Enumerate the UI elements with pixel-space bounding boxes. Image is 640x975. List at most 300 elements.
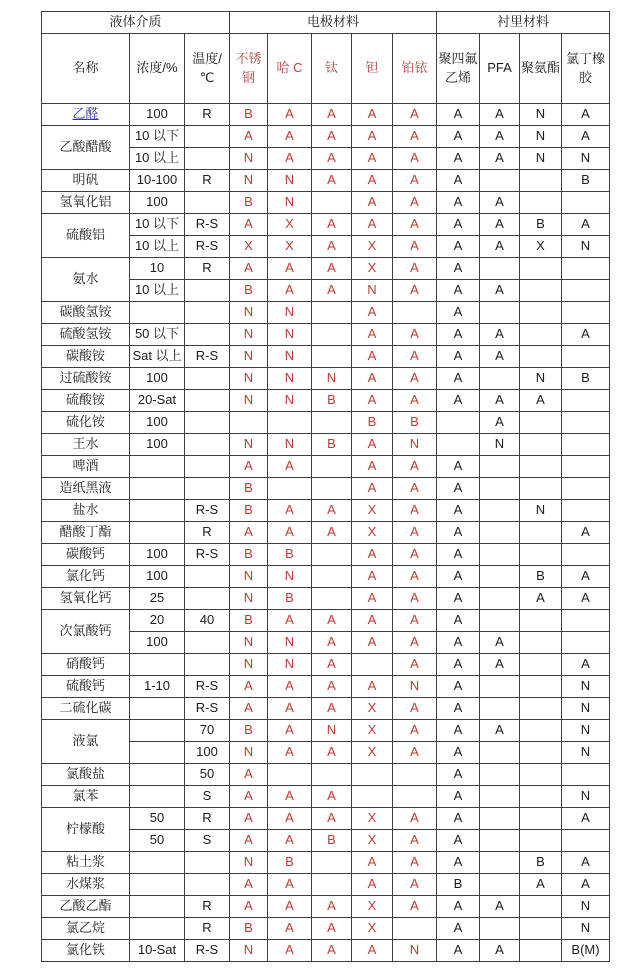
concentration-cell: 100 xyxy=(130,192,185,214)
electrode-rating-cell xyxy=(312,346,352,368)
electrode-rating-cell: A xyxy=(312,786,352,808)
lining-rating-cell xyxy=(520,478,562,500)
electrode-rating-cell: A xyxy=(393,258,437,280)
lining-rating-cell xyxy=(480,698,520,720)
lining-rating-cell: A xyxy=(437,126,480,148)
medium-name-cell: 明矾 xyxy=(42,170,130,192)
electrode-rating-cell: A xyxy=(268,126,312,148)
concentration-cell: 10-Sat xyxy=(130,940,185,962)
electrode-rating-cell: N xyxy=(230,632,268,654)
lining-rating-cell xyxy=(480,588,520,610)
concentration-cell: 20 xyxy=(130,610,185,632)
lining-rating-cell: A xyxy=(480,126,520,148)
lining-rating-cell: A xyxy=(437,236,480,258)
lining-rating-cell: A xyxy=(437,148,480,170)
electrode-rating-cell: A xyxy=(268,940,312,962)
electrode-rating-cell xyxy=(268,412,312,434)
electrode-rating-cell: A xyxy=(393,830,437,852)
electrode-rating-cell: A xyxy=(352,566,393,588)
electrode-rating-cell xyxy=(312,852,352,874)
lining-rating-cell: A xyxy=(437,698,480,720)
temperature-cell: R-S xyxy=(185,214,230,236)
concentration-cell xyxy=(130,764,185,786)
electrode-rating-cell: A xyxy=(312,170,352,192)
lining-rating-cell: A xyxy=(562,588,610,610)
lining-rating-cell xyxy=(520,676,562,698)
medium-name-cell: 氯乙烷 xyxy=(42,918,130,940)
electrode-rating-cell: A xyxy=(268,676,312,698)
electrode-rating-cell: X xyxy=(268,236,312,258)
table-row xyxy=(42,698,610,720)
lining-rating-cell xyxy=(520,170,562,192)
table-row xyxy=(42,302,610,324)
concentration-cell: 50 以下 xyxy=(130,324,185,346)
lining-rating-cell: A xyxy=(480,104,520,126)
temperature-cell xyxy=(185,192,230,214)
electrode-rating-cell: N xyxy=(230,654,268,676)
lining-rating-cell: N xyxy=(562,148,610,170)
electrode-rating-cell: A xyxy=(268,258,312,280)
lining-rating-cell: A xyxy=(437,192,480,214)
electrode-rating-cell xyxy=(393,786,437,808)
electrode-rating-cell: A xyxy=(393,742,437,764)
electrode-rating-cell: A xyxy=(268,698,312,720)
concentration-cell xyxy=(130,874,185,896)
electrode-rating-cell: X xyxy=(230,236,268,258)
temperature-cell: R-S xyxy=(185,676,230,698)
medium-name-cell: 硫酸钙 xyxy=(42,676,130,698)
lining-rating-cell xyxy=(520,280,562,302)
medium-name-cell: 氯酸盐 xyxy=(42,764,130,786)
lining-rating-cell: B xyxy=(562,368,610,390)
temperature-cell xyxy=(185,852,230,874)
lining-rating-cell xyxy=(520,918,562,940)
lining-rating-cell: A xyxy=(437,676,480,698)
lining-rating-cell: A xyxy=(437,852,480,874)
electrode-rating-cell: A xyxy=(393,280,437,302)
electrode-rating-cell: A xyxy=(393,610,437,632)
electrode-rating-cell xyxy=(312,544,352,566)
electrode-rating-cell: N xyxy=(230,434,268,456)
table-row xyxy=(42,654,610,676)
temperature-cell: S xyxy=(185,786,230,808)
lining-rating-cell: A xyxy=(437,632,480,654)
electrode-rating-cell: A xyxy=(352,192,393,214)
temperature-cell xyxy=(185,280,230,302)
electrode-rating-cell: A xyxy=(393,368,437,390)
lining-rating-cell: N xyxy=(480,434,520,456)
electrode-rating-cell: A xyxy=(352,434,393,456)
lining-rating-cell xyxy=(562,478,610,500)
medium-name-cell: 柠檬酸 xyxy=(42,808,130,852)
electrode-rating-cell: A xyxy=(268,500,312,522)
electrode-rating-cell: B xyxy=(230,500,268,522)
electrode-rating-cell: A xyxy=(230,214,268,236)
electrode-rating-cell: A xyxy=(352,456,393,478)
lining-rating-cell: N xyxy=(520,500,562,522)
lining-rating-cell xyxy=(562,346,610,368)
temperature-cell xyxy=(185,302,230,324)
lining-rating-cell: B xyxy=(520,852,562,874)
lining-rating-cell: A xyxy=(437,610,480,632)
lining-rating-cell xyxy=(520,786,562,808)
electrode-rating-cell: A xyxy=(230,764,268,786)
lining-rating-cell: N xyxy=(562,786,610,808)
lining-rating-cell xyxy=(520,698,562,720)
lining-rating-cell: A xyxy=(437,324,480,346)
electrode-rating-cell: A xyxy=(352,126,393,148)
lining-rating-cell: A xyxy=(437,786,480,808)
lining-rating-cell xyxy=(562,302,610,324)
lining-rating-cell: A xyxy=(480,654,520,676)
table-row xyxy=(42,434,610,456)
medium-name-cell: 碳酸铵 xyxy=(42,346,130,368)
lining-rating-cell: A xyxy=(562,522,610,544)
electrode-rating-cell: N xyxy=(230,346,268,368)
lining-rating-cell: A xyxy=(562,104,610,126)
table-row xyxy=(42,764,610,786)
electrode-rating-cell xyxy=(312,566,352,588)
electrode-rating-cell xyxy=(312,456,352,478)
temperature-cell: R xyxy=(185,258,230,280)
electrode-rating-cell: A xyxy=(352,170,393,192)
column-header-1: 浓度/% xyxy=(130,34,185,104)
electrode-rating-cell: X xyxy=(268,214,312,236)
temperature-cell: 70 xyxy=(185,720,230,742)
medium-name-cell: 碳酸钙 xyxy=(42,544,130,566)
electrode-rating-cell xyxy=(312,478,352,500)
electrode-rating-cell: A xyxy=(312,632,352,654)
electrode-rating-cell xyxy=(312,412,352,434)
electrode-rating-cell: A xyxy=(312,918,352,940)
lining-rating-cell: A xyxy=(437,258,480,280)
temperature-cell: R-S xyxy=(185,544,230,566)
temperature-cell xyxy=(185,566,230,588)
medium-name-cell: 醋酸丁酯 xyxy=(42,522,130,544)
table-row xyxy=(42,808,610,830)
electrode-rating-cell: A xyxy=(352,104,393,126)
lining-rating-cell xyxy=(480,368,520,390)
lining-rating-cell: A xyxy=(562,126,610,148)
electrode-rating-cell: A xyxy=(268,786,312,808)
column-header-6: 钽 xyxy=(352,34,393,104)
lining-rating-cell xyxy=(480,676,520,698)
lining-rating-cell: A xyxy=(437,830,480,852)
electrode-rating-cell xyxy=(312,588,352,610)
concentration-cell xyxy=(130,698,185,720)
electrode-rating-cell: A xyxy=(352,632,393,654)
group-header-1: 电极材料 xyxy=(230,12,437,34)
lining-rating-cell: A xyxy=(437,896,480,918)
electrode-rating-cell: A xyxy=(393,654,437,676)
lining-rating-cell: B xyxy=(520,214,562,236)
concentration-cell xyxy=(130,742,185,764)
lining-rating-cell: A xyxy=(437,918,480,940)
electrode-rating-cell: X xyxy=(352,522,393,544)
electrode-rating-cell: N xyxy=(268,368,312,390)
concentration-cell xyxy=(130,456,185,478)
lining-rating-cell xyxy=(520,830,562,852)
lining-rating-cell: A xyxy=(562,874,610,896)
concentration-cell: 10-100 xyxy=(130,170,185,192)
lining-rating-cell xyxy=(480,742,520,764)
medium-name-cell: 氯苯 xyxy=(42,786,130,808)
table-row xyxy=(42,104,610,126)
lining-rating-cell xyxy=(562,456,610,478)
table-row xyxy=(42,126,610,148)
electrode-rating-cell: A xyxy=(352,214,393,236)
concentration-cell xyxy=(130,478,185,500)
lining-rating-cell: A xyxy=(437,280,480,302)
lining-rating-cell xyxy=(520,434,562,456)
lining-rating-cell xyxy=(520,544,562,566)
electrode-rating-cell: A xyxy=(393,478,437,500)
table-row xyxy=(42,192,610,214)
medium-name-cell: 乙酸乙酯 xyxy=(42,896,130,918)
column-header-10: 聚氨酯 xyxy=(520,34,562,104)
lining-rating-cell xyxy=(562,830,610,852)
lining-rating-cell: A xyxy=(480,214,520,236)
electrode-rating-cell: B xyxy=(230,104,268,126)
temperature-cell xyxy=(185,324,230,346)
lining-rating-cell xyxy=(520,654,562,676)
electrode-rating-cell: A xyxy=(312,698,352,720)
electrode-rating-cell: N xyxy=(393,940,437,962)
medium-link[interactable]: 乙醛 xyxy=(72,106,99,122)
table-row xyxy=(42,500,610,522)
table-row xyxy=(42,368,610,390)
electrode-rating-cell: A xyxy=(312,126,352,148)
medium-name-cell: 氨水 xyxy=(42,258,130,302)
lining-rating-cell xyxy=(562,390,610,412)
table-row xyxy=(42,258,610,280)
column-header-8: 聚四氟乙烯 xyxy=(437,34,480,104)
electrode-rating-cell: A xyxy=(393,500,437,522)
electrode-rating-cell: A xyxy=(393,896,437,918)
lining-rating-cell: A xyxy=(520,874,562,896)
lining-rating-cell: N xyxy=(562,676,610,698)
electrode-rating-cell: A xyxy=(312,940,352,962)
table-row xyxy=(42,544,610,566)
temperature-cell: R xyxy=(185,170,230,192)
concentration-cell: 100 xyxy=(130,566,185,588)
table-row xyxy=(42,456,610,478)
lining-rating-cell: N xyxy=(562,236,610,258)
electrode-rating-cell: A xyxy=(393,588,437,610)
electrode-rating-cell: N xyxy=(268,192,312,214)
medium-name-cell: 碳酸氢铵 xyxy=(42,302,130,324)
lining-rating-cell xyxy=(520,764,562,786)
electrode-rating-cell: N xyxy=(268,632,312,654)
medium-name-cell: 王水 xyxy=(42,434,130,456)
lining-rating-cell xyxy=(437,434,480,456)
lining-rating-cell: A xyxy=(562,808,610,830)
electrode-rating-cell: A xyxy=(230,698,268,720)
concentration-cell xyxy=(130,852,185,874)
lining-rating-cell xyxy=(520,456,562,478)
electrode-rating-cell: A xyxy=(352,324,393,346)
lining-rating-cell: A xyxy=(437,104,480,126)
table-row xyxy=(42,566,610,588)
medium-name-cell: 硫酸铝 xyxy=(42,214,130,258)
medium-name-cell: 次氯酸钙 xyxy=(42,610,130,654)
electrode-rating-cell: N xyxy=(393,676,437,698)
temperature-cell xyxy=(185,434,230,456)
electrode-rating-cell: N xyxy=(230,940,268,962)
lining-rating-cell: N xyxy=(562,742,610,764)
table-row xyxy=(42,170,610,192)
electrode-rating-cell: A xyxy=(268,830,312,852)
lining-rating-cell: A xyxy=(520,390,562,412)
temperature-cell xyxy=(185,148,230,170)
lining-rating-cell: N xyxy=(562,698,610,720)
lining-rating-cell: A xyxy=(437,390,480,412)
column-header-3: 不锈钢 xyxy=(230,34,268,104)
lining-rating-cell xyxy=(562,544,610,566)
electrode-rating-cell: B xyxy=(268,852,312,874)
concentration-cell: 100 xyxy=(130,434,185,456)
column-header-11: 氯丁橡胶 xyxy=(562,34,610,104)
temperature-cell: R xyxy=(185,896,230,918)
electrode-rating-cell: B xyxy=(312,434,352,456)
concentration-cell xyxy=(130,918,185,940)
concentration-cell: 10 以上 xyxy=(130,280,185,302)
temperature-cell: R-S xyxy=(185,500,230,522)
electrode-rating-cell: B xyxy=(230,918,268,940)
medium-name-cell: 硫酸氢铵 xyxy=(42,324,130,346)
lining-rating-cell xyxy=(480,764,520,786)
lining-rating-cell xyxy=(562,632,610,654)
electrode-rating-cell: A xyxy=(393,324,437,346)
lining-rating-cell: A xyxy=(480,324,520,346)
lining-rating-cell xyxy=(480,522,520,544)
electrode-rating-cell: X xyxy=(352,742,393,764)
electrode-rating-cell: A xyxy=(268,874,312,896)
lining-rating-cell xyxy=(520,896,562,918)
electrode-rating-cell: A xyxy=(312,500,352,522)
electrode-rating-cell: A xyxy=(268,104,312,126)
lining-rating-cell: A xyxy=(562,324,610,346)
electrode-rating-cell xyxy=(268,478,312,500)
electrode-rating-cell: A xyxy=(230,874,268,896)
electrode-rating-cell: N xyxy=(352,280,393,302)
medium-name-cell: 氯化钙 xyxy=(42,566,130,588)
medium-name-cell: 二硫化碳 xyxy=(42,698,130,720)
temperature-cell xyxy=(185,368,230,390)
concentration-cell xyxy=(130,786,185,808)
electrode-rating-cell xyxy=(312,764,352,786)
lining-rating-cell xyxy=(562,280,610,302)
temperature-cell: S xyxy=(185,830,230,852)
temperature-cell: R-S xyxy=(185,236,230,258)
lining-rating-cell xyxy=(520,302,562,324)
electrode-rating-cell: A xyxy=(352,478,393,500)
lining-rating-cell xyxy=(520,632,562,654)
lining-rating-cell xyxy=(520,258,562,280)
temperature-cell: R-S xyxy=(185,346,230,368)
lining-rating-cell: N xyxy=(562,720,610,742)
temperature-cell xyxy=(185,874,230,896)
electrode-rating-cell: A xyxy=(230,258,268,280)
electrode-rating-cell: A xyxy=(393,874,437,896)
electrode-rating-cell: N xyxy=(268,170,312,192)
temperature-cell: 100 xyxy=(185,742,230,764)
electrode-rating-cell: B xyxy=(230,192,268,214)
electrode-rating-cell: A xyxy=(268,280,312,302)
lining-rating-cell: A xyxy=(562,566,610,588)
lining-rating-cell xyxy=(520,808,562,830)
temperature-cell: R xyxy=(185,104,230,126)
electrode-rating-cell xyxy=(393,764,437,786)
lining-rating-cell xyxy=(480,830,520,852)
electrode-rating-cell: N xyxy=(268,346,312,368)
electrode-rating-cell: X xyxy=(352,236,393,258)
lining-rating-cell: A xyxy=(480,896,520,918)
temperature-cell: R xyxy=(185,918,230,940)
lining-rating-cell: B xyxy=(520,566,562,588)
column-header-9: PFA xyxy=(480,34,520,104)
table-row xyxy=(42,324,610,346)
lining-rating-cell: A xyxy=(437,214,480,236)
electrode-rating-cell: A xyxy=(268,148,312,170)
electrode-rating-cell: B xyxy=(352,412,393,434)
lining-rating-cell: A xyxy=(480,192,520,214)
electrode-rating-cell: A xyxy=(352,940,393,962)
temperature-cell xyxy=(185,456,230,478)
concentration-cell xyxy=(130,720,185,742)
lining-rating-cell xyxy=(520,412,562,434)
medium-name-cell: 液氯 xyxy=(42,720,130,764)
lining-rating-cell: A xyxy=(437,170,480,192)
electrode-rating-cell: A xyxy=(312,808,352,830)
temperature-cell xyxy=(185,126,230,148)
group-header-2: 衬里材料 xyxy=(437,12,610,34)
table-row xyxy=(42,940,610,962)
lining-rating-cell xyxy=(562,610,610,632)
lining-rating-cell: A xyxy=(437,588,480,610)
electrode-rating-cell: N xyxy=(230,302,268,324)
electrode-rating-cell: B xyxy=(268,544,312,566)
concentration-cell: 10 以上 xyxy=(130,236,185,258)
lining-rating-cell: N xyxy=(520,368,562,390)
lining-rating-cell: A xyxy=(437,654,480,676)
concentration-cell xyxy=(130,500,185,522)
lining-rating-cell: A xyxy=(437,742,480,764)
electrode-rating-cell: A xyxy=(312,258,352,280)
medium-name-cell: 造纸黑液 xyxy=(42,478,130,500)
lining-rating-cell: A xyxy=(480,390,520,412)
electrode-rating-cell: A xyxy=(230,896,268,918)
concentration-cell: 100 xyxy=(130,412,185,434)
lining-rating-cell: N xyxy=(520,148,562,170)
lining-rating-cell: A xyxy=(437,456,480,478)
medium-name-cell: 硫化铵 xyxy=(42,412,130,434)
table-row xyxy=(42,522,610,544)
electrode-rating-cell xyxy=(352,786,393,808)
electrode-rating-cell: A xyxy=(393,390,437,412)
electrode-rating-cell xyxy=(393,918,437,940)
medium-name-cell: 盐水 xyxy=(42,500,130,522)
electrode-rating-cell: A xyxy=(230,808,268,830)
electrode-rating-cell: A xyxy=(393,544,437,566)
table-row xyxy=(42,918,610,940)
lining-rating-cell xyxy=(520,192,562,214)
concentration-cell: 100 xyxy=(130,104,185,126)
electrode-rating-cell: A xyxy=(230,676,268,698)
electrode-rating-cell xyxy=(312,192,352,214)
temperature-cell xyxy=(185,654,230,676)
medium-name-cell: 粘土浆 xyxy=(42,852,130,874)
